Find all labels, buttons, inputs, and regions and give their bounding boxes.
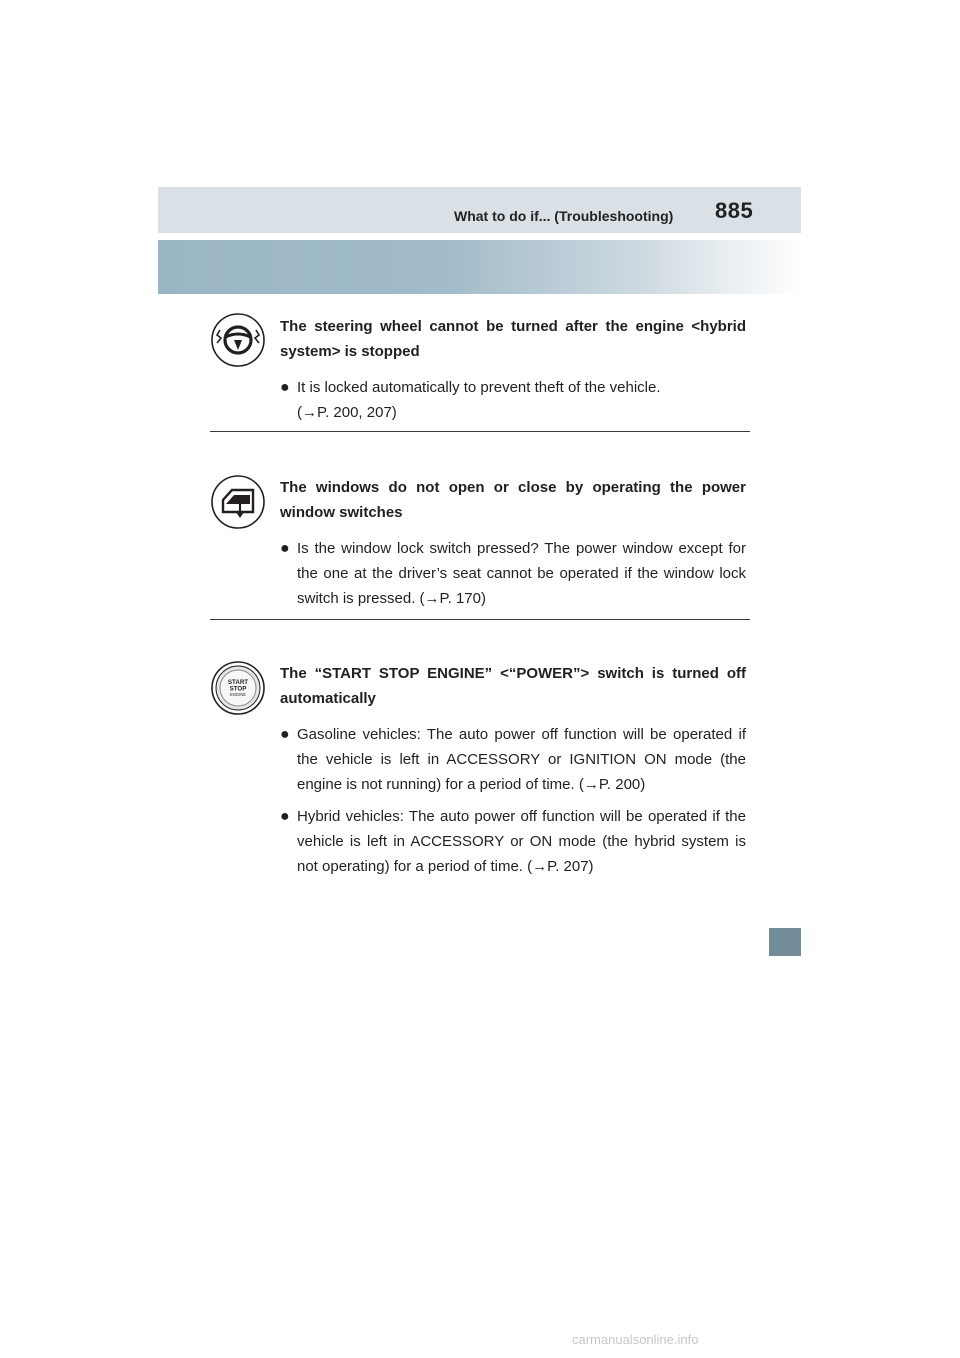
list-item bbox=[280, 375, 746, 425]
list-item bbox=[280, 722, 746, 797]
icon-stop-label: STOP bbox=[229, 685, 247, 693]
section-title: The steering wheel cannot be turned after the engine <hybrid system> is stopped bbox=[280, 318, 746, 360]
power-window-icon bbox=[210, 474, 266, 530]
bullet-icon: ● bbox=[280, 808, 290, 825]
decorative-band bbox=[158, 240, 801, 294]
chapter-side-tab bbox=[769, 928, 801, 956]
section-steering-lock bbox=[210, 312, 750, 422]
section-title: The windows do not open or close by operating the power window switches bbox=[280, 479, 746, 521]
steering-lock-icon bbox=[210, 312, 266, 368]
start-stop-engine-icon bbox=[210, 660, 266, 716]
list-item bbox=[280, 536, 746, 611]
header-section-title: What to do if... (Troubleshooting) bbox=[454, 208, 674, 224]
page-number: 885 bbox=[715, 198, 754, 223]
bullet-icon: ● bbox=[280, 540, 290, 557]
icon-start-label: START bbox=[227, 679, 249, 686]
section-auto-power-off bbox=[210, 660, 750, 890]
section-divider bbox=[210, 619, 750, 620]
section-power-windows bbox=[210, 474, 750, 614]
list-item bbox=[280, 804, 746, 879]
watermark-footer: carmanualsonline.info bbox=[572, 1332, 699, 1347]
list-item-text: Hybrid vehicles: The auto power off function will be operated if the vehicle is left in ACCESSORY or ON mode (the hybrid system is not operating) for a period of time. (→P. 207) bbox=[297, 808, 746, 875]
bullet-icon: ● bbox=[280, 726, 290, 743]
bullet-icon: ● bbox=[280, 379, 290, 396]
list-item-text: It is locked automatically to prevent theft of the vehicle. (→P. 200, 207) bbox=[297, 379, 661, 421]
icon-engine-label: ENGINE bbox=[229, 692, 247, 697]
list-item-text: Is the window lock switch pressed? The power window except for the one at the driver’s seat cannot be operated if the window lock switch is pressed. (→P. 170) bbox=[297, 540, 746, 607]
section-divider bbox=[210, 431, 750, 432]
list-item-text: Gasoline vehicles: The auto power off function will be operated if the vehicle is left in ACCESSORY or IGNITION ON mode (the engine is not running) for a period of time. (→P. 200) bbox=[297, 726, 746, 793]
section-title: The “START STOP ENGINE” <“POWER”> switch is turned off automatically bbox=[280, 665, 746, 707]
